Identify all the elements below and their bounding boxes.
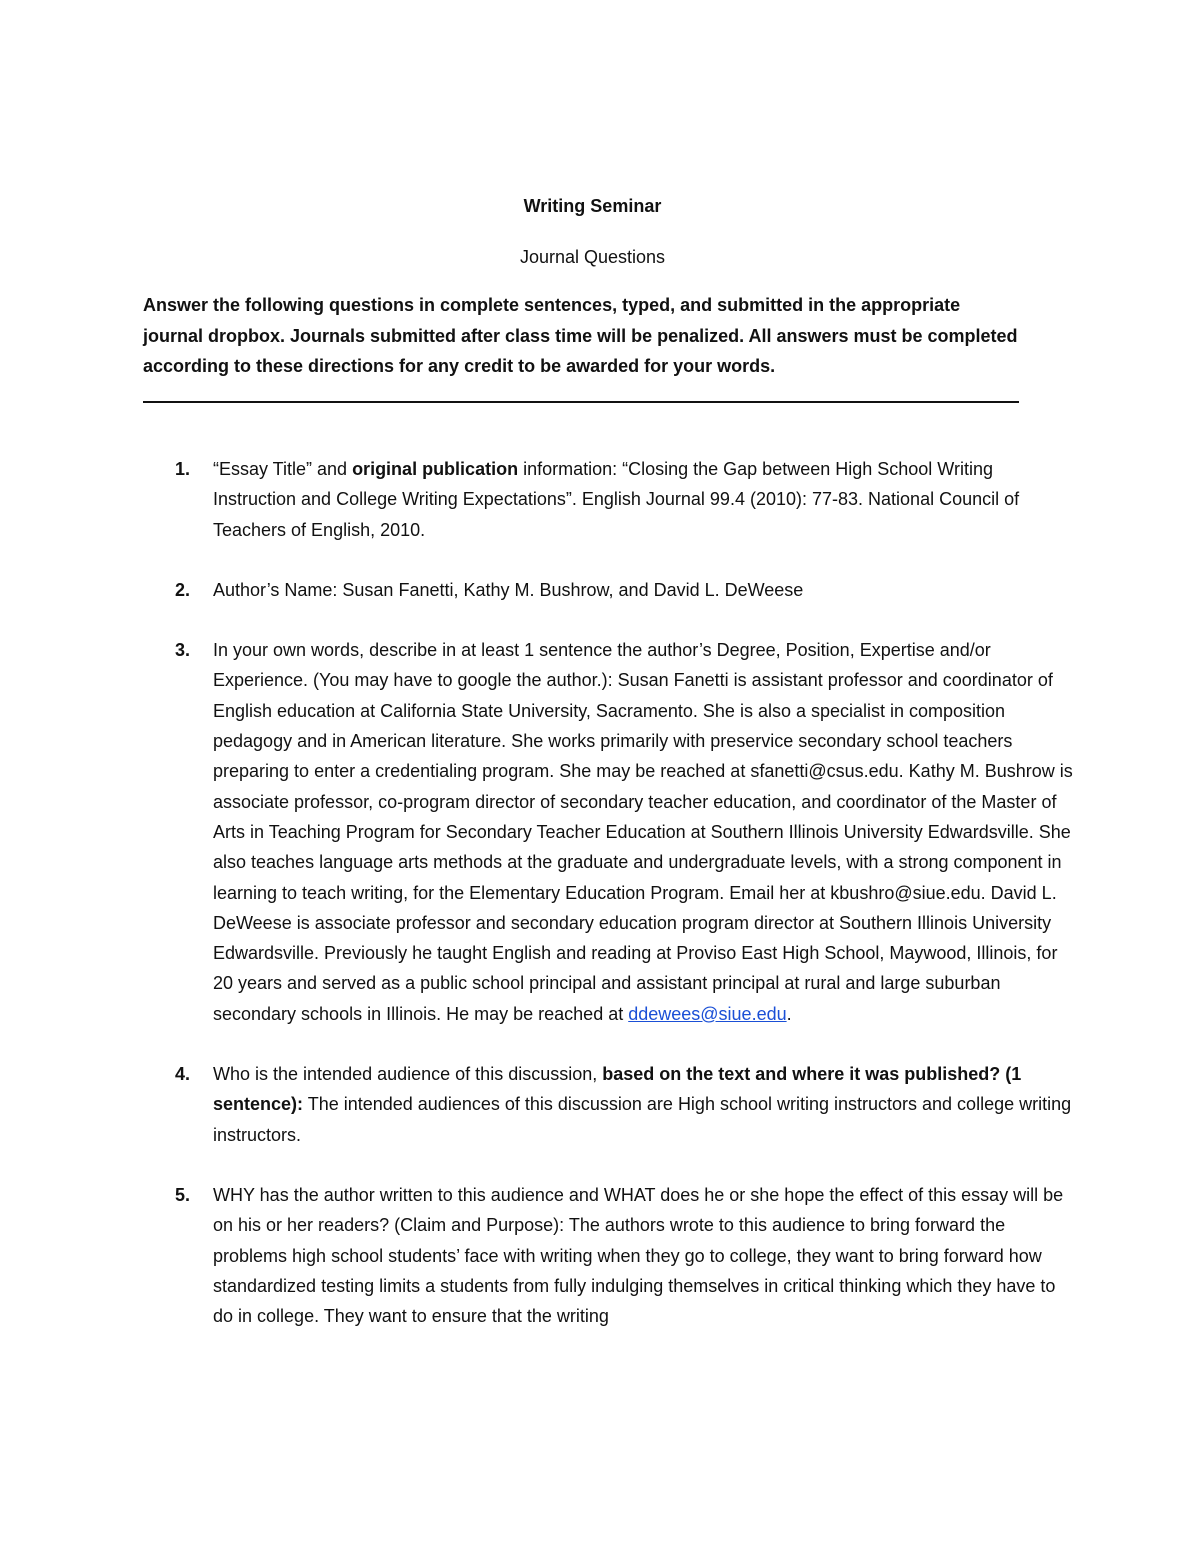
instructions-paragraph: Answer the following questions in complete sentences, typed, and submitted in the appropriate journal dropbox. Journals submitted after class time will be penalized. All answers must be completed according to these directions for any credit to be awarded for your words. <box>143 295 1018 376</box>
horizontal-divider <box>143 401 1019 403</box>
question-prompt: information: <box>518 459 623 479</box>
question-answer-end: . <box>786 1003 792 1024</box>
question-prompt: “Essay Title” and <box>213 459 353 479</box>
question-item-3 <box>0 635 1200 1029</box>
question-item-4 <box>0 1059 1200 1150</box>
question-number: 5. <box>175 1184 191 1205</box>
question-prompt: WHY has the author written to this audience and WHAT does he or she hope the effect of this essay will be on his or her readers? (Claim and Purpose): <box>213 1184 1064 1236</box>
question-number: 3. <box>175 640 191 661</box>
question-answer: “Closing the Gap between High School Writing Instruction and College Writing Expectations”. English Journal 99.4 (2010): 77-83. National Council of Teachers of English, 2010. <box>213 459 1020 540</box>
question-prompt: Who is the intended audience of this discussion, <box>213 1064 603 1085</box>
question-prompt: Author’s Name: <box>213 579 343 600</box>
question-answer: The intended audiences of this discussion are High school writing instructors and college writing instructors. <box>213 1094 1072 1145</box>
question-answer: Susan Fanetti, Kathy M. Bushrow, and David L. DeWeese <box>342 579 804 600</box>
question-list <box>0 454 1200 1361</box>
question-prompt-bold: original publication <box>352 459 519 479</box>
question-number: 2. <box>175 579 191 600</box>
question-number: 4. <box>175 1064 191 1085</box>
question-answer: Susan Fanetti is assistant professor and coordinator of English education at California State University, Sacramento. She is also a specialist in composition pedagogy and in American literature. She works primarily with preservice secondary school teachers preparing to enter a credentialing program. She may be reached at sfanetti@csus.edu. Kathy M. Bushrow is associate professor, co-program director of secondary teacher education, and coordinator of the Master of Arts in Teaching Program for Secondary Teacher Education at Southern Illinois University Edwardsville. She also teaches language arts methods at the graduate and undergraduate levels, with a strong component in learning to teach writing, for the Elementary Education Program. Email her at kbushro@siue.edu. David L. DeWeese is associate professor and secondary education program director at Southern Illinois University Edwardsville. Previously he taught English and reading at Proviso East High School, Maywood, Illinois, for 20 years and served as a public school principal and assistant principal at rural and large suburban secondary schools in Illinois. He may be reached at <box>213 670 1073 1024</box>
question-item-1 <box>0 454 1200 545</box>
question-item-5 <box>0 1180 1200 1331</box>
document-title: Writing Seminar <box>523 196 662 216</box>
email-link[interactable]: ddewees@siue.edu <box>628 1003 787 1024</box>
question-prompt-bold: based on the text and where it was published? (1 sentence): <box>213 1064 1022 1115</box>
question-prompt: In your own words, describe in at least 1 sentence the author’s Degree, Position, Expertise and/or Experience. (You may have to google the author.): <box>213 640 991 691</box>
question-item-2 <box>0 575 1200 605</box>
question-number: 1. <box>175 459 191 479</box>
question-answer: The authors wrote to this audience to bring forward the problems high school students’ face with writing when they go to college, they want to bring forward how standardized testing limits a students from fully indulging themselves in critical thinking which they have to do in college. They want to ensure that the writing <box>213 1215 1056 1327</box>
document-subtitle: Journal Questions <box>519 247 666 267</box>
